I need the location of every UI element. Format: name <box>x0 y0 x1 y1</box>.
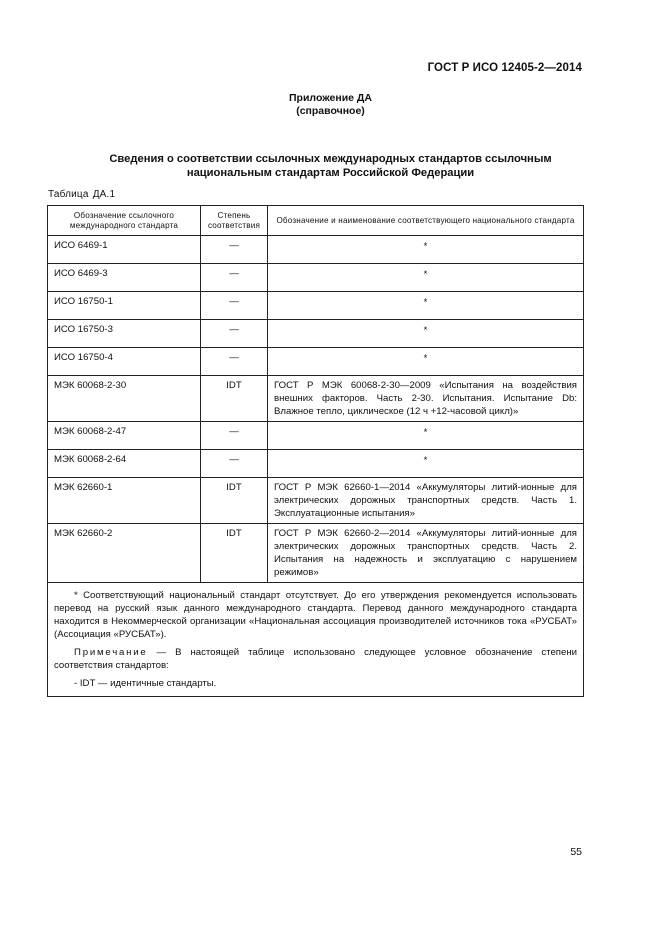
reference-standard-cell: МЭК 60068-2-64 <box>48 450 201 478</box>
national-standard-cell: * <box>268 348 584 376</box>
table-row <box>48 376 584 422</box>
reference-standard-cell: ИСО 6469-1 <box>48 236 201 264</box>
reference-standard-cell: ИСО 16750-1 <box>48 292 201 320</box>
reference-standard-cell: МЭК 60068-2-47 <box>48 422 201 450</box>
section-title-line-1: Сведения о соответствии ссылочных международных стандартов ссылочным <box>109 153 552 165</box>
reference-standard-cell: ИСО 16750-4 <box>48 348 201 376</box>
correspondence-table <box>47 205 584 697</box>
annex-title: Приложение ДА <box>289 92 372 104</box>
table-row <box>48 236 584 264</box>
note-paragraph <box>54 646 577 672</box>
annex-subtitle: (справочное) <box>296 105 365 117</box>
reference-standard-cell: МЭК 60068-2-30 <box>48 376 201 422</box>
table-caption <box>48 189 115 200</box>
degree-cell: — <box>201 292 268 320</box>
degree-cell: — <box>201 320 268 348</box>
note-text: — В настоящей таблице использовано следующее условное обозначение степени соответствия стандартов: <box>54 647 577 671</box>
national-standard-cell: * <box>268 450 584 478</box>
table-row <box>48 348 584 376</box>
table-row <box>48 450 584 478</box>
document-code: ГОСТ Р ИСО 12405-2—2014 <box>427 62 582 74</box>
table-row <box>48 422 584 450</box>
table-notes <box>48 583 584 697</box>
degree-cell: — <box>201 348 268 376</box>
note-label: Примечание <box>74 647 148 658</box>
table-caption-prefix: Таблица <box>48 189 89 200</box>
degree-cell: — <box>201 450 268 478</box>
legend-text: - IDT — идентичные стандарты. <box>74 678 217 689</box>
degree-cell: IDT <box>201 478 268 524</box>
reference-standard-cell: МЭК 62660-1 <box>48 478 201 524</box>
table-row <box>48 524 584 583</box>
national-standard-cell: * <box>268 292 584 320</box>
table-caption-number: ДА.1 <box>92 189 116 200</box>
reference-standard-cell: ИСО 16750-3 <box>48 320 201 348</box>
header-reference-standard: Обозначение ссылочного международного стандарта <box>48 206 201 236</box>
degree-cell: IDT <box>201 524 268 583</box>
degree-cell: — <box>201 422 268 450</box>
reference-standard-cell: ИСО 6469-3 <box>48 264 201 292</box>
degree-cell: — <box>201 236 268 264</box>
table-row <box>48 320 584 348</box>
reference-standard-cell: МЭК 62660-2 <box>48 524 201 583</box>
header-degree: Степень соответствия <box>201 206 268 236</box>
annex-heading <box>0 92 661 118</box>
section-title <box>60 152 601 180</box>
national-standard-cell: * <box>268 320 584 348</box>
table-row <box>48 292 584 320</box>
national-standard-cell: ГОСТ Р МЭК 62660-2—2014 «Аккумуляторы литий-ионные для электрических дорожных транспортных средств. Часть 2. Испытания на надежность и эксплуатацию с нарушением режимов» <box>268 524 584 583</box>
table-row <box>48 478 584 524</box>
national-standard-cell: * <box>268 422 584 450</box>
table-row <box>48 264 584 292</box>
national-standard-cell: ГОСТ Р МЭК 62660-1—2014 «Аккумуляторы литий-ионные для электрических дорожных транспортных средств. Часть 1. Эксплуатационные испытания» <box>268 478 584 524</box>
national-standard-cell: * <box>268 236 584 264</box>
table-header-row <box>48 206 584 236</box>
header-national-standard: Обозначение и наименование соответствующего национального стандарта <box>268 206 584 236</box>
degree-cell: IDT <box>201 376 268 422</box>
section-title-line-2: национальным стандартам Российской Федерации <box>186 167 475 179</box>
national-standard-cell: ГОСТ Р МЭК 60068-2-30—2009 «Испытания на воздействия внешних факторов. Часть 2-30. Испытания. Испытание Db: Влажное тепло, циклическое (12 ч +12-часовой цикл)» <box>268 376 584 422</box>
table-notes-row <box>48 583 584 697</box>
national-standard-cell: * <box>268 264 584 292</box>
footnote-text: * Соответствующий национальный стандарт отсутствует. До его утверждения рекомендуется использовать перевод на русский язык данного международного стандарта. Перевод данного международного стандарта находится в Некоммерческой организации «Национальная ассоциация производителей источников тока «РУСБАТ» (Ассоциация «РУСБАТ»). <box>54 590 577 640</box>
degree-cell: — <box>201 264 268 292</box>
page-number: 55 <box>570 846 582 858</box>
